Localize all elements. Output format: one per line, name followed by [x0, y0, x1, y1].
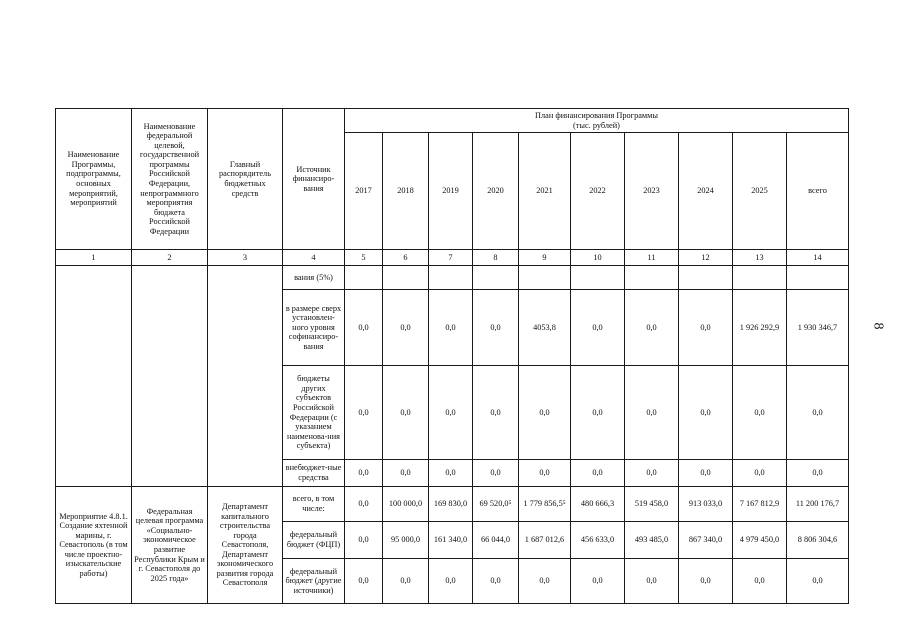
- column-number: 8: [473, 250, 519, 266]
- table-row: [56, 266, 849, 290]
- value-cell: 0,0: [787, 460, 849, 487]
- value-cell: 0,0: [733, 559, 787, 604]
- value-cell: 0,0: [383, 559, 429, 604]
- value-cell: 0,0: [429, 366, 473, 460]
- value-cell: 95 000,0: [383, 522, 429, 559]
- value-cell: 456 633,0: [571, 522, 625, 559]
- value-cell: 0,0: [571, 290, 625, 366]
- value-cell: 0,0: [571, 559, 625, 604]
- header-year: 2021: [519, 133, 571, 250]
- value-cell: 161 340,0: [429, 522, 473, 559]
- header-year: 2020: [473, 133, 519, 250]
- empty-cell-2: [132, 266, 208, 487]
- column-number: 3: [208, 250, 283, 266]
- value-cell: 169 830,0: [429, 487, 473, 522]
- value-cell: 0,0: [733, 460, 787, 487]
- value-cell: [571, 266, 625, 290]
- funding-source: федеральный бюджет (ФЦП): [283, 522, 345, 559]
- header-year: 2023: [625, 133, 679, 250]
- value-cell: 69 520,0⁵: [473, 487, 519, 522]
- column-number: 11: [625, 250, 679, 266]
- value-cell: 0,0: [571, 460, 625, 487]
- value-cell: 0,0: [429, 290, 473, 366]
- value-cell: 0,0: [473, 366, 519, 460]
- funding-source: в размере сверх установлен-ного уровня софинансиро-вания: [283, 290, 345, 366]
- value-cell: 0,0: [345, 487, 383, 522]
- value-cell: 0,0: [679, 460, 733, 487]
- event-name: Мероприятие 4.8.1. Создание яхтенной марины, г. Севастополь (в том числе проектно-изыскательские работы): [56, 487, 132, 604]
- value-cell: 0,0: [519, 559, 571, 604]
- value-cell: 0,0: [345, 460, 383, 487]
- value-cell: 100 000,0: [383, 487, 429, 522]
- funding-source: вания (5%): [283, 266, 345, 290]
- header-year: 2017: [345, 133, 383, 250]
- value-cell: 0,0: [733, 366, 787, 460]
- value-cell: 0,0: [473, 460, 519, 487]
- empty-cell-3: [208, 266, 283, 487]
- event-program: Федеральная целевая программа «Социально-экономическое развитие Республики Крым и г. Севастополя до 2025 года»: [132, 487, 208, 604]
- value-cell: 1 930 346,7: [787, 290, 849, 366]
- value-cell: [679, 266, 733, 290]
- value-cell: 480 666,3: [571, 487, 625, 522]
- value-cell: 0,0: [519, 366, 571, 460]
- value-cell: 1 779 856,5⁵: [519, 487, 571, 522]
- value-cell: 0,0: [345, 559, 383, 604]
- header-year: 2018: [383, 133, 429, 250]
- value-cell: 11 200 176,7: [787, 487, 849, 522]
- value-cell: 0,0: [383, 290, 429, 366]
- value-cell: 493 485,0: [625, 522, 679, 559]
- header-year: 2024: [679, 133, 733, 250]
- header-year: всего: [787, 133, 849, 250]
- value-cell: 0,0: [787, 366, 849, 460]
- financing-table: [55, 108, 849, 604]
- header-plan: [345, 109, 849, 133]
- header-program-name: Наименование Программы, подпрограммы, основных мероприятий, мероприятий: [56, 109, 132, 250]
- value-cell: 0,0: [345, 366, 383, 460]
- value-cell: 519 458,0: [625, 487, 679, 522]
- value-cell: [733, 266, 787, 290]
- value-cell: 1 687 012,6: [519, 522, 571, 559]
- value-cell: 0,0: [383, 366, 429, 460]
- value-cell: 0,0: [679, 290, 733, 366]
- header-distributor: Главный распорядитель бюджетных средств: [208, 109, 283, 250]
- value-cell: [383, 266, 429, 290]
- value-cell: 0,0: [625, 460, 679, 487]
- value-cell: [625, 266, 679, 290]
- funding-source: внебюджет-ные средства: [283, 460, 345, 487]
- header-year: 2022: [571, 133, 625, 250]
- column-number: 5: [345, 250, 383, 266]
- value-cell: [787, 266, 849, 290]
- value-cell: 4 979 450,0: [733, 522, 787, 559]
- value-cell: 0,0: [679, 559, 733, 604]
- value-cell: 0,0: [625, 366, 679, 460]
- column-number: 10: [571, 250, 625, 266]
- event-distributor: Департамент капитального строительства города Севастополя, Департамент экономического развития города Севастополя: [208, 487, 283, 604]
- value-cell: 0,0: [625, 290, 679, 366]
- value-cell: 8 806 304,6: [787, 522, 849, 559]
- column-number: 14: [787, 250, 849, 266]
- column-number: 7: [429, 250, 473, 266]
- value-cell: 867 340,0: [679, 522, 733, 559]
- column-number: 6: [383, 250, 429, 266]
- value-cell: 4053,8: [519, 290, 571, 366]
- value-cell: 1 926 292,9: [733, 290, 787, 366]
- value-cell: 0,0: [345, 522, 383, 559]
- value-cell: 66 044,0: [473, 522, 519, 559]
- value-cell: 0,0: [787, 559, 849, 604]
- value-cell: 0,0: [519, 460, 571, 487]
- value-cell: 913 033,0: [679, 487, 733, 522]
- value-cell: 0,0: [429, 460, 473, 487]
- funding-source: бюджеты других субъектов Российской Федерации (с указанием наименова-ния субъекта): [283, 366, 345, 460]
- value-cell: 0,0: [473, 290, 519, 366]
- value-cell: 7 167 812,9: [733, 487, 787, 522]
- funding-source: всего, в том числе:: [283, 487, 345, 522]
- header-plan-title: План финансирования Программы: [535, 110, 658, 120]
- header-federal-program: Наименование федеральной целевой, государственной программы Российской Федерации, непрограммного мероприятия бюджета Российской Федерации: [132, 109, 208, 250]
- value-cell: 0,0: [383, 460, 429, 487]
- empty-cell-1: [56, 266, 132, 487]
- column-number: 2: [132, 250, 208, 266]
- header-year: 2025: [733, 133, 787, 250]
- funding-source: федеральный бюджет (другие источники): [283, 559, 345, 604]
- value-cell: [519, 266, 571, 290]
- header-year: 2019: [429, 133, 473, 250]
- header-funding-source: Источник финансиро-вания: [283, 109, 345, 250]
- column-number: 1: [56, 250, 132, 266]
- column-number: 12: [679, 250, 733, 266]
- column-number: 4: [283, 250, 345, 266]
- value-cell: [345, 266, 383, 290]
- value-cell: 0,0: [429, 559, 473, 604]
- table-row: [56, 487, 849, 522]
- value-cell: 0,0: [679, 366, 733, 460]
- page-number: 8: [870, 322, 886, 330]
- value-cell: [429, 266, 473, 290]
- value-cell: 0,0: [345, 290, 383, 366]
- value-cell: 0,0: [625, 559, 679, 604]
- value-cell: 0,0: [571, 366, 625, 460]
- header-plan-unit: (тыс. рублей): [573, 120, 620, 130]
- value-cell: [473, 266, 519, 290]
- column-number: 13: [733, 250, 787, 266]
- value-cell: 0,0: [473, 559, 519, 604]
- column-number: 9: [519, 250, 571, 266]
